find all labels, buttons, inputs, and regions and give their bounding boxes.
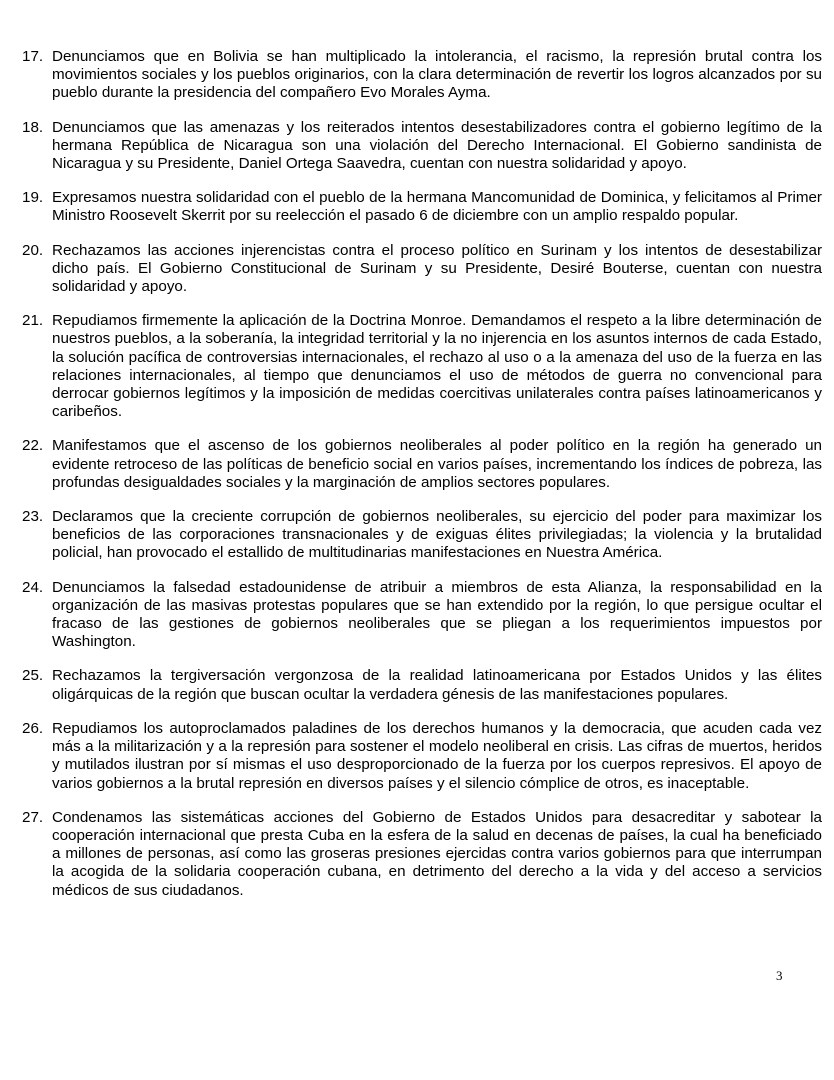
paragraph-text: Condenamos las sistemáticas acciones del Gobierno de Estados Unidos para desacreditar y sabotear la cooperación internacional que presta Cuba en la esfera de la salud en decenas de países, la cual ha beneficiado a millones de personas, así como las groseras presiones ejercidas contra varios gobiernos para que interrumpan la acogida de la solidaria cooperación cubana, en detrimento del derecho a la vida y del acceso a servicios médicos de sus ciudadanos. (52, 808, 822, 899)
paragraph-text: Declaramos que la creciente corrupción de gobiernos neoliberales, su ejercicio del poder para maximizar los beneficios de las corporaciones transnacionales y de exiguas élites privilegiadas; la violencia y la brutalidad policial, han provocado el estallido de multitudinarias manifestaciones en Nuestra América. (52, 508, 822, 562)
paragraph-23 (22, 508, 822, 563)
paragraph-24 (22, 579, 822, 652)
paragraph-18 (22, 119, 822, 174)
paragraph-20 (22, 242, 822, 297)
paragraph-text: Rechazamos la tergiversación vergonzosa de la realidad latinoamericana por Estados Unidos y las élites oligárquicas de la región que buscan ocultar la verdadera génesis de las manifestaciones populares. (52, 667, 822, 703)
page-number: 3 (776, 968, 783, 983)
paragraph-27 (22, 809, 822, 900)
paragraph-text: Rechazamos las acciones injerencistas contra el proceso político en Surinam y los intentos de desestabilizar dicho país. El Gobierno Constitucional de Surinam y su Presidente, Desiré Bouterse, cuentan con nuestra solidaridad y apoyo. (52, 241, 822, 296)
paragraph-21 (22, 312, 822, 421)
paragraph-text: Expresamos nuestra solidaridad con el pueblo de la hermana Mancomunidad de Dominica, y felicitamos al Primer Ministro Roosevelt Skerrit por su reelección el pasado 6 de diciembre con un amplio respaldo popular. (52, 189, 822, 225)
paragraph-text: Repudiamos firmemente la aplicación de la Doctrina Monroe. Demandamos el respeto a la libre determinación de nuestros pueblos, a la soberanía, la integridad territorial y la no injerencia en los asuntos internos de cada Estado, la solución pacífica de controversias internacionales, el rechazo al uso o a la amenaza del uso de la fuerza en las relaciones internacionales, al tiempo que denunciamos el uso de métodos de guerra no convencional para derrocar gobiernos legítimos y la imposición de medidas coercitivas unilaterales contra países latinoamericanos y caribeños. (52, 312, 822, 421)
paragraph-number: 18. (22, 118, 44, 136)
paragraph-number: 25. (22, 667, 44, 685)
paragraph-22 (22, 437, 822, 492)
paragraph-number: 24. (22, 578, 44, 596)
paragraph-text: Denunciamos que en Bolivia se han multiplicado la intolerancia, el racismo, la represión brutal contra los movimientos sociales y los pueblos originarios, con la clara determinación de revertir los logros alcanzados por su pueblo durante la presidencia del compañero Evo Morales Ayma. (52, 48, 822, 102)
paragraph-text: Manifestamos que el ascenso de los gobiernos neoliberales al poder político en la región ha generado un evidente retroceso de las políticas de beneficio social en varios países, incrementando los índices de pobreza, las profundas desigualdades sociales y la marginación de amplios sectores populares. (52, 437, 822, 491)
paragraph-text: Repudiamos los autoproclamados paladines de los derechos humanos y la democracia, que acuden cada vez más a la militarización y a la represión para sostener el modelo neoliberal en crisis. Las cifras de muertos, heridos y mutilados ilustran por sí mismas el uso desproporcionado de la fuerza por los cuerpos represivos. El apoyo de varios gobiernos a la brutal represión en diversos países y el silencio cómplice de otros, es inaceptable. (52, 719, 822, 792)
paragraph-number: 27. (22, 808, 44, 826)
paragraph-number: 21. (22, 312, 44, 330)
numbered-paragraph-list (22, 48, 822, 916)
paragraph-number: 20. (22, 241, 44, 259)
paragraph-number: 17. (22, 48, 44, 65)
paragraph-number: 26. (22, 719, 44, 737)
paragraph-25 (22, 667, 822, 703)
paragraph-number: 23. (22, 508, 44, 526)
paragraph-number: 19. (22, 189, 44, 207)
paragraph-17 (22, 48, 822, 103)
paragraph-19 (22, 189, 822, 225)
paragraph-number: 22. (22, 437, 44, 455)
paragraph-text: Denunciamos que las amenazas y los reiterados intentos desestabilizadores contra el gobierno legítimo de la hermana República de Nicaragua son una violación del Derecho Internacional. El Gobierno sandinista de Nicaragua y su Presidente, Daniel Ortega Saavedra, cuentan con nuestra solidaridad y apoyo. (52, 118, 822, 173)
paragraph-text: Denunciamos la falsedad estadounidense de atribuir a miembros de esta Alianza, la responsabilidad en la organización de las masivas protestas populares que se han extendido por la región, lo que persigue ocultar el fracaso de las gestiones de gobiernos neoliberales que se pliegan a los requerimientos impuestos por Washington. (52, 578, 822, 651)
paragraph-26 (22, 720, 822, 793)
